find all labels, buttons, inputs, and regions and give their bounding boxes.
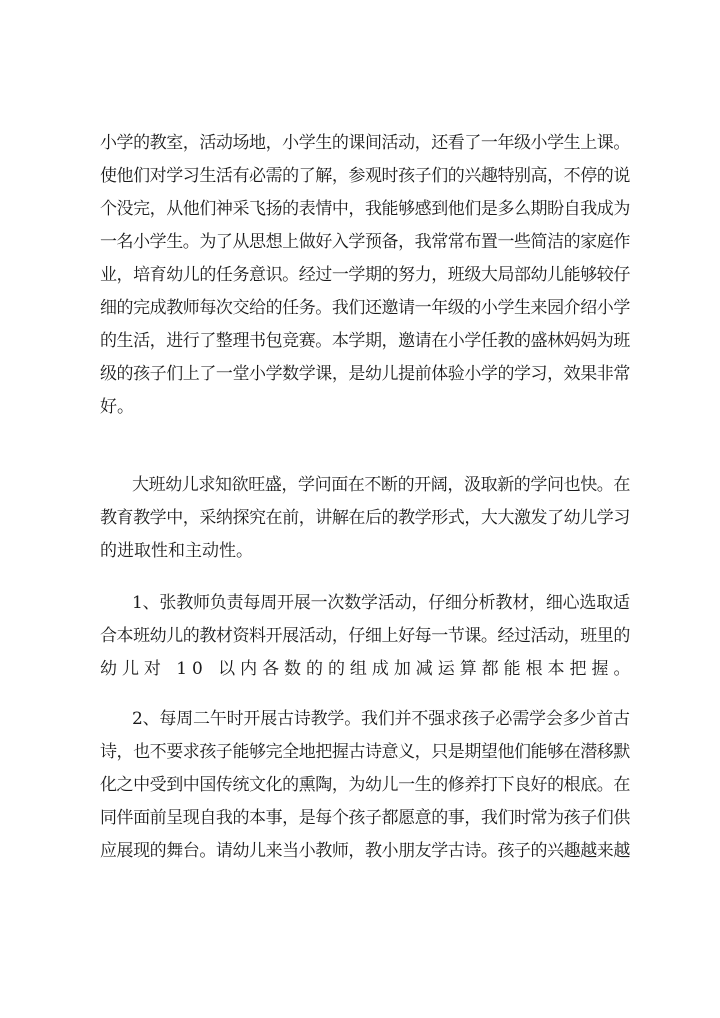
text-line: 1、张教师负责每周开展一次数学活动，仔细分析教材，细心选取适 [132, 593, 630, 613]
text-line: 化之中受到中国传统文化的熏陶，为幼儿一生的修养打下良好的根底。在 [100, 775, 630, 795]
text-line: 好。 [100, 397, 134, 417]
text-line: 同伴面前呈现自我的本事，是每个孩子都愿意的事，我们时常为孩子们供 [100, 808, 630, 828]
text-line: 细的完成教师每次交给的任务。我们还邀请一年级的小学生来园介绍小学 [100, 298, 630, 318]
text-line: 大班幼儿求知欲旺盛，学问面在不断的开阔，汲取新的学问也快。在 [132, 475, 630, 495]
text-line: 应展现的舞台。请幼儿来当小教师，教小朋友学古诗。孩子的兴趣越来越 [100, 841, 630, 861]
text-line: 幼儿对 10 以内各数的的组成加减运算都能根本把握。 [100, 659, 636, 679]
text-line: 级的孩子们上了一堂小学数学课，是幼儿提前体验小学的学习，效果非常 [100, 364, 630, 384]
text-line: 个没完，从他们神采飞扬的表情中，我能够感到他们是多么期盼自我成为 [100, 199, 630, 219]
text-line: 的生活，进行了整理书包竞赛。本学期，邀请在小学任教的盛林妈妈为班 [100, 331, 630, 351]
text-line: 一名小学生。为了从思想上做好入学预备，我常常布置一些简洁的家庭作 [100, 232, 630, 252]
text-line: 合本班幼儿的教材资料开展活动，仔细上好每一节课。经过活动，班里的 [100, 626, 630, 646]
text-line: 教育教学中，采纳探究在前，讲解在后的教学形式，大大激发了幼儿学习 [100, 508, 630, 528]
text-line: 诗，也不要求孩子能够完全地把握古诗意义，只是期望他们能够在潜移默 [100, 742, 630, 762]
text-line: 的进取性和主动性。 [100, 541, 253, 561]
text-line: 小学的教室，活动场地，小学生的课间活动，还看了一年级小学生上课。 [100, 133, 630, 153]
text-line: 2、每周二午时开展古诗教学。我们并不强求孩子必需学会多少首古 [132, 709, 630, 729]
text-line: 业，培育幼儿的任务意识。经过一学期的努力，班级大局部幼儿能够较仔 [100, 265, 630, 285]
text-line: 使他们对学习生活有必需的了解，参观时孩子们的兴趣特别高，不停的说 [100, 166, 630, 186]
